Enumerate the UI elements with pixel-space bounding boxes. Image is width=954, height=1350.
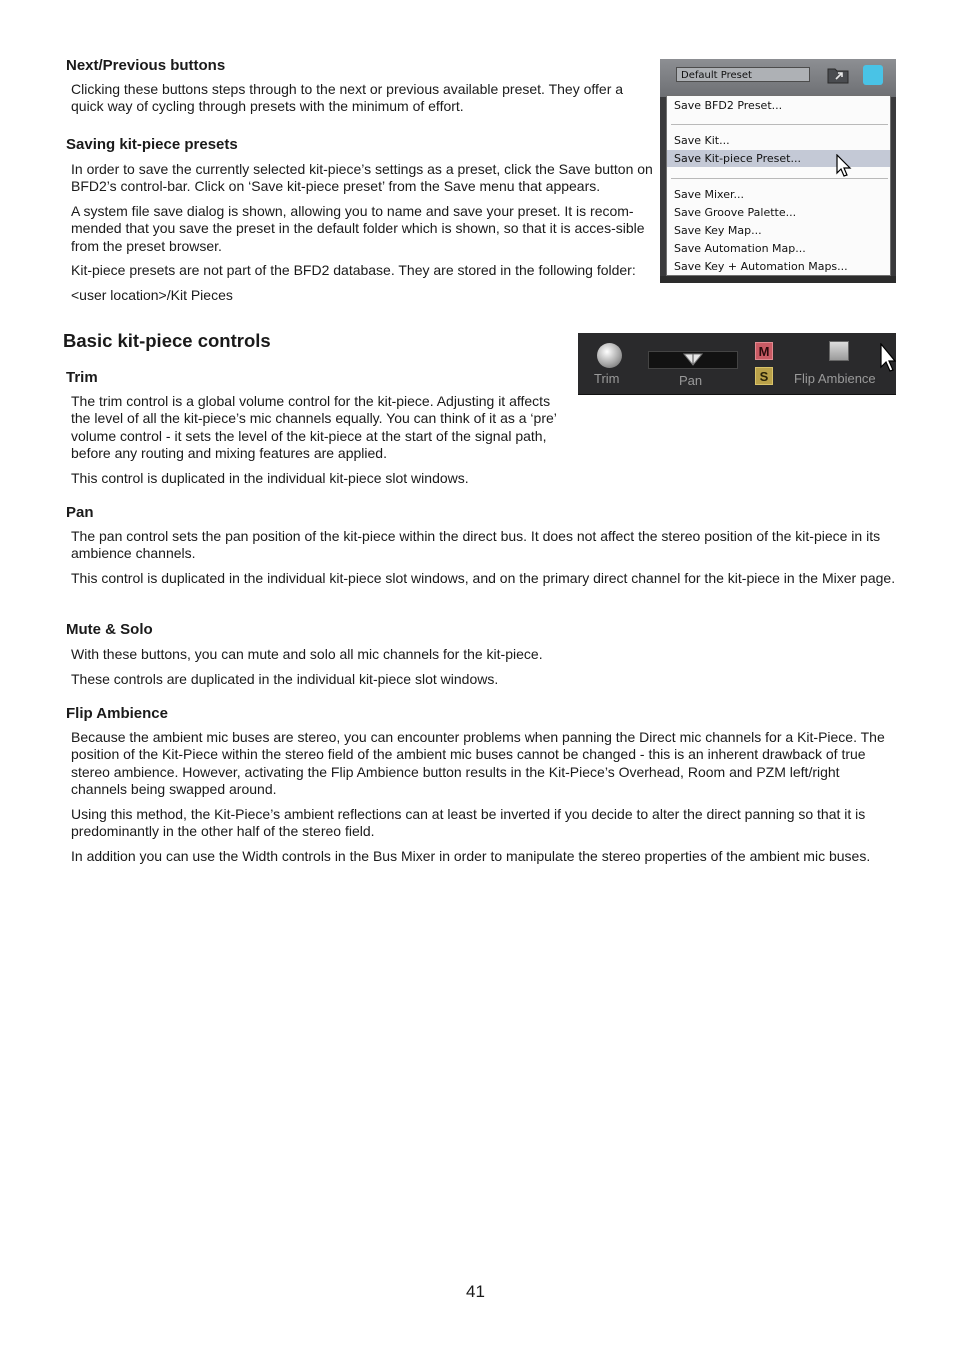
solo-button[interactable]: S xyxy=(755,367,773,385)
paragraph-trim-1: The trim control is a global volume control for the kit-piece. Adjusting it affects the level of all the kit-piece’s mic channels equally. You can think of it as a ‘pre’ volume control - it sets the level of the kit-piece at the start of the signal path, before any routing and mixing features are applied. xyxy=(71,393,557,461)
mute-button[interactable]: M xyxy=(755,342,773,360)
pan-pointer-icon xyxy=(683,353,703,366)
paragraph-saving-folder: <user location>/Kit Pieces xyxy=(71,287,233,303)
mouse-cursor-icon xyxy=(836,154,852,178)
heading-flip-ambience: Flip Ambience xyxy=(66,705,168,722)
heading-trim: Trim xyxy=(66,369,98,386)
pan-slider[interactable] xyxy=(648,351,738,369)
menu-separator xyxy=(671,178,888,179)
heading-mute-solo: Mute & Solo xyxy=(66,621,153,638)
menu-item-save-automation-map[interactable]: Save Automation Map... xyxy=(674,242,806,255)
paragraph-mute-solo-2: These controls are duplicated in the individual kit-piece slot windows. xyxy=(71,671,499,687)
save-dropdown-menu xyxy=(666,95,891,276)
save-menu-screenshot xyxy=(660,59,896,283)
control-bar xyxy=(660,59,896,97)
trim-knob[interactable] xyxy=(597,343,622,368)
heading-saving-presets: Saving kit-piece presets xyxy=(66,136,238,153)
pan-label: Pan xyxy=(679,373,703,388)
menu-item-save-bfd2-preset[interactable]: Save BFD2 Preset... xyxy=(674,99,783,112)
paragraph-mute-solo-1: With these buttons, you can mute and solo all mic channels for the kit-piece. xyxy=(71,646,543,662)
trim-label: Trim xyxy=(594,371,620,386)
paragraph-saving-3: Kit-piece presets are not part of the BFD2 database. They are stored in the following folder: xyxy=(71,262,636,278)
heading-basic-controls: Basic kit-piece controls xyxy=(63,330,271,351)
menu-item-save-mixer[interactable]: Save Mixer... xyxy=(674,188,744,201)
paragraph-saving-2: A system file save dialog is shown, allowing you to name and save your preset. It is recom-mended that you save the preset in the default folder which is shown, so that it is acces-sible from the preset browser. xyxy=(71,203,645,254)
load-folder-icon[interactable] xyxy=(827,66,849,84)
paragraph-saving-1: In order to save the currently selected kit-piece’s settings as a preset, click the Save button on BFD2’s control-bar. Click on ‘Save kit-piece preset’ from the Save menu that appears. xyxy=(71,161,653,195)
basic-controls-screenshot xyxy=(578,333,896,395)
mouse-cursor-icon xyxy=(880,343,896,373)
menu-item-save-kit-piece-preset[interactable]: Save Kit-piece Preset... xyxy=(667,150,890,167)
menu-item-save-key-map[interactable]: Save Key Map... xyxy=(674,224,762,237)
flip-ambience-label: Flip Ambience xyxy=(794,371,876,386)
menu-item-save-kit[interactable]: Save Kit... xyxy=(674,134,730,147)
paragraph-flip-3: In addition you can use the Width controls in the Bus Mixer in order to manipulate the stereo properties of the ambient mic buses. xyxy=(71,848,871,864)
menu-separator xyxy=(671,124,888,125)
preset-field[interactable]: Default Preset xyxy=(676,67,810,82)
paragraph-flip-1: Because the ambient mic buses are stereo, you can encounter problems when panning the Direct mic channels for a Kit-Piece. The position of the Kit-Piece within the stereo field of the ambient mic buses cannot be changed - this is an inherent drawback of true stereo ambience. However, activating the Flip Ambience button results in the Kit-Piece’s Overhead, Room and PZM left/right channels being swapped around. xyxy=(71,729,885,797)
paragraph-pan-1: The pan control sets the pan position of the kit-piece within the direct bus. It does not affect the stereo position of the kit-piece in its ambience channels. xyxy=(71,528,881,562)
flip-ambience-button[interactable] xyxy=(829,341,849,361)
heading-pan: Pan xyxy=(66,504,94,521)
heading-next-previous: Next/Previous buttons xyxy=(66,57,226,74)
paragraph-next-previous: Clicking these buttons steps through to the next or previous available preset. They offer a quick way of cycling through presets with the minimum of effort. xyxy=(71,81,624,115)
save-disk-icon[interactable] xyxy=(863,65,883,85)
paragraph-flip-2: Using this method, the Kit-Piece’s ambient reflections can at least be inverted if you decide to alter the direct panning so that it is predominantly in the other half of the stereo field. xyxy=(71,806,866,840)
status-strip xyxy=(660,276,896,283)
paragraph-trim-2: This control is duplicated in the individual kit-piece slot windows. xyxy=(71,470,469,486)
paragraph-pan-2: This control is duplicated in the individual kit-piece slot windows, and on the primary direct channel for the kit-piece in the Mixer page. xyxy=(71,570,896,586)
page-number: 41 xyxy=(466,1282,485,1301)
menu-item-save-groove-palette[interactable]: Save Groove Palette... xyxy=(674,206,797,219)
menu-item-save-key-automation-maps[interactable]: Save Key + Automation Maps... xyxy=(674,260,848,273)
